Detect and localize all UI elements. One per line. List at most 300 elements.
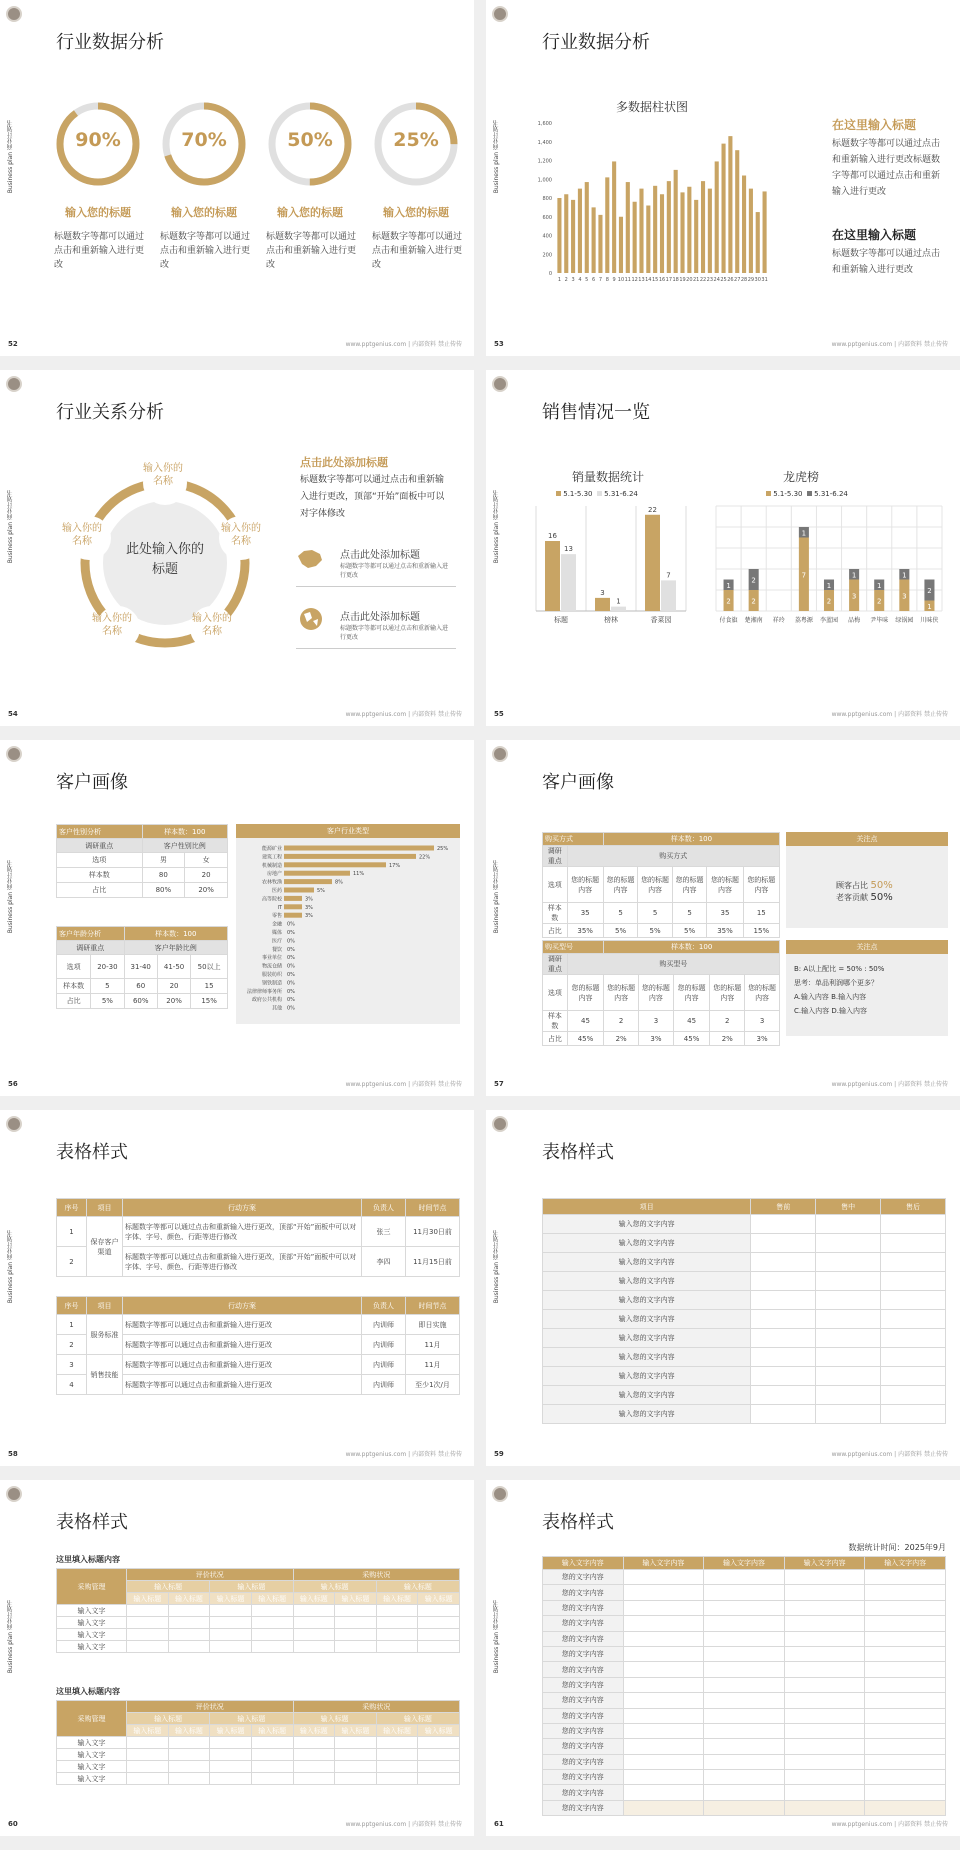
card-body: 标题数字等都可以通过点击和重新输入进行更改 — [160, 232, 251, 270]
card-head: 输入您的标题 — [277, 206, 343, 219]
data-label: 0% — [287, 938, 295, 945]
category-label: 建筑工程 — [261, 854, 282, 861]
side-head-1: 在这里输入标题 — [832, 118, 917, 132]
x-tick-label: 30 — [754, 277, 761, 283]
side-label: Business plan 商业计划书 — [493, 1230, 500, 1304]
x-tick-label: 尹毕味 — [870, 617, 889, 624]
x-tick-label: 10 — [617, 277, 625, 283]
page-number: 54 — [8, 710, 18, 718]
table-row: 输入文字 — [57, 1605, 460, 1617]
logo-icon — [492, 6, 508, 22]
purchase-table-1: 采购管理 评价状况 采购状况 输入标题 输入标题 输入标题 输入标题 输入标题 输入标题 输入标题 输入标题 输入标题 输入标题 输入标题 输入标题 输入文字 输入文字 输入文字 输入文字 — [56, 1568, 460, 1653]
focus-note-1: 关注点 顾客占比 50% 老客贡献 50% — [786, 832, 948, 928]
logo-icon — [6, 376, 22, 392]
data-label: 1 — [826, 581, 832, 590]
table-row: 输入您的文字内容 — [543, 1329, 946, 1348]
x-tick-label: 付食旗 — [719, 617, 738, 624]
x-tick-label: 22 — [699, 277, 707, 283]
cycle-center-text: 此处输入你的标题 — [125, 542, 204, 577]
x-tick-label: 荔粤源 — [794, 617, 813, 624]
item-head-2: 点击此处添加标题 — [340, 612, 420, 623]
focus-note-2: 关注点 B: A以上配比 = 50% : 50% 思考：单品利润哪个更多？ A.输入内容 B.输入内容 C.输入内容 D.输入内容 — [786, 940, 948, 1036]
x-tick-label: 5 — [585, 277, 589, 283]
bar — [721, 144, 725, 273]
footer-text: www.pptgenius.com | 内部资料 禁止传传 — [831, 1451, 948, 1458]
slide-60[interactable] — [0, 1480, 474, 1836]
bar — [687, 187, 691, 273]
side-body-1: 标题数字等都可以通过点击和重新输入进行更改标题数字等都可以通过点击和重新输入进行更改 — [832, 139, 941, 197]
data-label: 1 — [616, 597, 621, 606]
bar — [735, 150, 739, 273]
side-label: Business plan 商业计划书 — [7, 1600, 14, 1674]
bar — [605, 177, 609, 273]
page-number: 61 — [494, 1820, 504, 1828]
bar — [653, 186, 657, 273]
table-row: 输入您的文字内容 — [543, 1253, 946, 1272]
table-row: 您的文字内容 — [543, 1723, 946, 1738]
category-label: 机械制造 — [261, 862, 282, 869]
side-label: Business plan 商业计划书 — [7, 120, 14, 194]
x-tick-label: 祥玲 — [772, 617, 785, 624]
table-row: 输入文字 — [57, 1737, 460, 1749]
bar — [545, 541, 560, 611]
data-label: 22% — [419, 854, 431, 861]
x-tick-label: 6 — [592, 277, 596, 283]
footer-text: www.pptgenius.com | 内部资料 禁止传传 — [345, 1821, 462, 1828]
card-head: 输入您的标题 — [383, 206, 449, 219]
bar — [749, 189, 753, 273]
bar — [661, 580, 676, 611]
data-label: 1 — [902, 571, 907, 580]
data-label: 0% — [287, 955, 295, 962]
page-title: 行业数据分析 — [56, 32, 164, 53]
caption-2: 这里填入标题内容 — [56, 1687, 120, 1696]
x-tick-label: 14 — [645, 277, 652, 283]
bar — [680, 192, 684, 273]
category-label: IT — [277, 904, 282, 911]
page-number: 57 — [494, 1080, 504, 1088]
y-tick-label: 600 — [542, 214, 552, 221]
side-label: Business plan 商业计划书 — [493, 490, 500, 564]
item-body-2: 标题数字等都可以通过点击和重新输入进行更改 — [340, 625, 449, 641]
x-tick-label: 19 — [679, 277, 686, 283]
category-label: 医疗 — [271, 938, 282, 945]
item-head-1: 点击此处添加标题 — [340, 550, 420, 561]
category-label: 法律律师事务所 — [246, 988, 282, 995]
purchase-table-2: 采购管理 评价状况 采购状况 输入标题 输入标题 输入标题 输入标题 输入标题 输入标题 输入标题 输入标题 输入标题 输入标题 输入标题 输入标题 输入文字 输入文字 输入文字 输入文字 — [56, 1700, 460, 1785]
x-tick-label: 香菜园 — [650, 616, 672, 624]
category-label: 媒体 — [271, 930, 282, 936]
data-label: 5% — [317, 888, 325, 894]
bar — [763, 191, 767, 273]
table-row: 您的文字内容 — [543, 1585, 946, 1600]
y-tick-label: 200 — [542, 252, 552, 259]
category-label: 房地产 — [266, 871, 282, 878]
slide-53[interactable] — [486, 0, 960, 356]
slide-58[interactable] — [0, 1110, 474, 1466]
x-tick-label: 1 — [557, 277, 562, 283]
cycle-name-right: 输入你的名称 — [221, 523, 261, 547]
side-label: Business plan 商业计划书 — [493, 1600, 500, 1674]
bar — [645, 515, 660, 611]
x-tick-label: 21 — [693, 277, 700, 283]
bar — [728, 136, 732, 273]
bar — [633, 202, 637, 273]
x-tick-label: 11 — [624, 277, 631, 283]
page-title: 销售情况一览 — [542, 402, 650, 423]
data-label: 1 — [876, 581, 882, 590]
slide-56[interactable] — [0, 740, 474, 1096]
card-head: 输入您的标题 — [171, 206, 237, 219]
x-tick-label: 13 — [638, 277, 645, 283]
bar — [619, 217, 623, 273]
category-label: 高等院校 — [261, 896, 282, 903]
percent-value: 90% — [75, 129, 121, 151]
table-row: 输入文字 — [57, 1629, 460, 1641]
page-title: 表格样式 — [56, 1512, 128, 1533]
table-row: 您的文字内容 — [543, 1739, 946, 1754]
x-tick-label: 18 — [672, 277, 679, 283]
side-label: Business plan 商业计划书 — [7, 1230, 14, 1304]
cycle-name-bottom-left: 输入你的名称 — [92, 613, 132, 637]
chart-title-left: 销量数据统计 — [571, 470, 644, 484]
bar — [639, 189, 643, 273]
x-tick-label: 榜林 — [604, 616, 618, 624]
bar — [598, 215, 602, 273]
x-tick-label: 3 — [571, 277, 575, 283]
table-row: 输入您的文字内容 — [543, 1272, 946, 1291]
page-title: 行业关系分析 — [56, 402, 164, 423]
table-row: 您的文字内容 — [543, 1616, 946, 1631]
x-tick-label: 31 — [761, 277, 768, 283]
category-label: 农林牧渔 — [261, 879, 282, 886]
data-label: 3% — [305, 896, 313, 903]
slide-55[interactable] — [486, 370, 960, 726]
side-label: Business plan 商业计划书 — [7, 860, 14, 934]
purchase-method-table: 购买方式 样本数：100 调研重点 购买方式 选项 您的标题内容 您的标题内容 您的标题内容 您的标题内容 您的标题内容 您的标题内容 样本数 35 5 5 5 35 15 占比 35% 5% 5% 5% 35% 15% — [542, 832, 780, 938]
table-row: 输入您的文字内容 — [543, 1367, 946, 1386]
x-tick-label: 28 — [740, 277, 748, 283]
bar — [284, 904, 302, 909]
footer-text: www.pptgenius.com | 内部资料 禁止传传 — [345, 711, 462, 718]
data-label: 2 — [927, 587, 932, 595]
table-row: 输入您的文字内容 — [543, 1234, 946, 1253]
table-row: 您的文字内容 — [543, 1754, 946, 1769]
bar — [284, 871, 350, 876]
bar — [585, 182, 589, 273]
x-tick-label: 楚湘南 — [744, 617, 763, 624]
data-label: 3 — [600, 588, 605, 597]
chart-title-right: 龙虎榜 — [782, 470, 819, 484]
percent-card — [156, 96, 252, 272]
slide-61[interactable] — [486, 1480, 960, 1836]
data-label: 0% — [287, 930, 295, 936]
category-label: 医药 — [271, 888, 282, 894]
data-label: 1 — [726, 581, 731, 590]
bar — [592, 207, 596, 273]
category-label: 其他 — [271, 1005, 282, 1012]
bar — [284, 854, 416, 859]
data-label: 3 — [851, 592, 857, 601]
data-label: 3% — [305, 913, 313, 920]
bar — [578, 189, 582, 273]
table-row: 输入文字 — [57, 1641, 460, 1653]
data-label: 2 — [751, 576, 756, 585]
logo-icon — [492, 376, 508, 392]
card-head: 输入您的标题 — [65, 206, 131, 219]
bar — [715, 161, 719, 273]
page-number: 59 — [494, 1450, 504, 1458]
x-tick-label: 29 — [747, 277, 755, 283]
x-tick-label: 27 — [734, 277, 741, 283]
data-label: 2 — [876, 597, 882, 606]
y-tick-label: 1,200 — [537, 158, 552, 165]
percent-value: 70% — [181, 129, 227, 151]
page-number: 53 — [494, 340, 504, 348]
data-label: 22 — [648, 505, 657, 514]
y-tick-label: 1,600 — [537, 121, 552, 127]
data-label: 1 — [801, 529, 807, 538]
data-label: 0% — [287, 972, 295, 978]
percent-value: 25% — [393, 129, 439, 151]
table-row: 您的文字内容 — [543, 1693, 946, 1708]
item-body-1: 标题数字等都可以通过点击和重新输入进行更改 — [340, 563, 449, 579]
page-number: 56 — [8, 1080, 18, 1088]
bar — [284, 862, 386, 867]
card-body: 标题数字等都可以通过点击和重新输入进行更改 — [372, 232, 463, 270]
percent-card — [50, 96, 146, 272]
data-label: 1 — [927, 602, 932, 611]
ranking-stacked-chart — [712, 500, 948, 635]
multi-bar-chart — [526, 115, 776, 295]
bar — [708, 189, 712, 273]
logo-icon — [6, 6, 22, 22]
cycle-name-top: 输入你的名称 — [143, 463, 183, 487]
table-row: 您的文字内容 — [543, 1770, 946, 1785]
page-title: 行业数据分析 — [542, 32, 650, 53]
logo-icon — [6, 746, 22, 762]
x-tick-label: 26 — [727, 277, 734, 283]
bar — [564, 194, 568, 273]
y-tick-label: 0 — [548, 271, 552, 277]
footer-text: www.pptgenius.com | 内部资料 禁止传传 — [345, 1451, 462, 1458]
bar — [626, 182, 630, 273]
x-tick-label: 23 — [706, 277, 714, 283]
x-tick-label: 15 — [651, 277, 659, 283]
percent-value: 50% — [287, 129, 333, 151]
data-label: 11% — [353, 871, 365, 878]
bar — [284, 879, 332, 884]
page-title: 表格样式 — [542, 1512, 614, 1533]
percent-card — [368, 96, 464, 272]
industry-panel — [236, 824, 460, 1024]
table-row: 输入您的文字内容 — [543, 1386, 946, 1405]
side-label: Business plan 商业计划书 — [493, 120, 500, 194]
table-row: 您的文字内容 — [543, 1677, 946, 1692]
page-number: 55 — [494, 710, 504, 718]
side-body-2: 标题数字等都可以通过点击和重新输入进行更改 — [832, 249, 941, 275]
page-number: 58 — [8, 1450, 18, 1458]
data-label: 8% — [335, 879, 343, 886]
china-map-icon — [296, 548, 326, 570]
bar — [694, 200, 698, 273]
table-row: 输入文字 — [57, 1773, 460, 1785]
x-tick-label: 标题 — [554, 616, 568, 624]
page-title: 客户画像 — [542, 772, 614, 793]
data-label: 13 — [564, 545, 573, 554]
bar — [612, 161, 616, 273]
table-row: 输入文字 — [57, 1617, 460, 1629]
category-label: 零售 — [271, 913, 282, 920]
sales-bar-chart — [530, 500, 690, 635]
data-label: 0% — [287, 1005, 295, 1012]
divider — [296, 586, 456, 587]
data-label: 0% — [287, 997, 295, 1004]
stat-date: 数据统计时间：2025年9月 — [848, 1543, 946, 1552]
data-label: 0% — [287, 988, 295, 995]
data-label: 3% — [305, 904, 313, 911]
footer-text: www.pptgenius.com | 内部资料 禁止传传 — [831, 1821, 948, 1828]
x-tick-label: 川味侠 — [920, 617, 939, 624]
logo-icon — [6, 1116, 22, 1132]
x-tick-label: 品梅 — [848, 617, 861, 624]
footer-text: www.pptgenius.com | 内部资料 禁止传传 — [345, 1081, 462, 1088]
category-label: 金融 — [271, 921, 282, 928]
chart-title: 多数据柱状图 — [616, 100, 689, 114]
bar — [284, 896, 302, 901]
age-table: 客户年龄分析 样本数：100 调研重点 客户年龄比例 选项 20-30 31-40 41-50 50以上 样本数 5 60 20 15 占比 5% 60% 20% 15% — [56, 926, 228, 1009]
table-row: 您的文字内容 — [543, 1662, 946, 1677]
x-tick-label: 20 — [686, 277, 693, 283]
table-row: 您的文字内容 — [543, 1600, 946, 1615]
footer-text: www.pptgenius.com | 内部资料 禁止传传 — [831, 711, 948, 718]
page-title: 表格样式 — [56, 1142, 128, 1163]
page-title: 表格样式 — [542, 1142, 614, 1163]
x-tick-label: 4 — [578, 277, 582, 283]
table-row: 您的文字内容 — [543, 1631, 946, 1646]
panel-head: 客户行业类型 — [236, 824, 460, 838]
table-row: 您的文字内容 — [543, 1646, 946, 1661]
bar — [667, 181, 671, 273]
category-label: 事业单位 — [261, 955, 282, 962]
page-number: 52 — [8, 340, 18, 348]
slide-54[interactable] — [0, 370, 474, 726]
data-label: 7 — [801, 571, 807, 580]
bar — [561, 554, 576, 611]
table-row: 您的文字内容 — [543, 1785, 946, 1800]
category-label: 钢铁制造 — [261, 980, 282, 987]
data-label: 0% — [287, 963, 295, 970]
y-tick-label: 1,400 — [537, 139, 552, 146]
bar — [646, 206, 650, 274]
logo-icon — [492, 1116, 508, 1132]
x-tick-label: 7 — [598, 277, 603, 283]
side-label: Business plan 商业计划书 — [7, 490, 14, 564]
x-tick-label: 李蓝园 — [819, 617, 839, 624]
x-tick-label: 16 — [658, 277, 666, 283]
data-label: 16 — [548, 532, 557, 540]
data-label: 0% — [287, 946, 295, 953]
category-label: 服装纺织 — [261, 972, 282, 978]
table-row: 输入您的文字内容 — [543, 1348, 946, 1367]
logo-icon — [492, 1486, 508, 1502]
table-row: 您的文字内容 — [543, 1800, 946, 1815]
table-row: 输入文字 — [57, 1749, 460, 1761]
purchase-model-table: 购买型号 样本数：100 调研重点 购买型号 选项 您的标题内容 您的标题内容 您的标题内容 您的标题内容 您的标题内容 您的标题内容 样本数 45 2 3 45 2 3 占比 45% 2% 3% 45% 2% 3% — [542, 940, 780, 1046]
x-tick-label: 17 — [665, 277, 673, 283]
bar — [660, 194, 664, 273]
legend-right: 5.1-5.30 5.31-6.24 — [766, 490, 848, 498]
x-tick-label: 25 — [720, 277, 727, 283]
table-row: 输入文字 — [57, 1761, 460, 1773]
action-table-1: 序号 项目 行动方案 负责人 时间节点 1 保存客户渠道 标题数字等都可以通过点击和重新输入进行更改，顶部“开始”面板中可以对字体、字号、颜色、行距等进行修改 张三 11月30日前 2 标题数字等都可以通过点击和重新输入进行更改，顶部“开始”面板中可以对字体、字号、颜色、行距等进行修改 李四 11月15日前 — [56, 1198, 460, 1277]
bar — [557, 198, 561, 273]
industry-bar-chart — [236, 838, 460, 1022]
x-tick-label: 12 — [631, 277, 638, 283]
legend-left: 5.1-5.30 5.31-6.24 — [556, 490, 638, 498]
data-label: 0% — [287, 921, 295, 928]
card-body: 标题数字等都可以通过点击和重新输入进行更改 — [266, 232, 357, 270]
cycle-name-bottom-right: 输入你的名称 — [192, 613, 232, 637]
gender-table: 客户性别分析 样本数：100 调研重点 客户性别比例 选项 男 女 样本数 80 20 占比 80% 20% — [56, 824, 228, 898]
page-number: 60 — [8, 1820, 18, 1828]
table-row: 输入您的文字内容 — [543, 1291, 946, 1310]
footer-text: www.pptgenius.com | 内部资料 禁止传传 — [831, 1081, 948, 1088]
action-table-2: 序号 项目 行动方案 负责人 时间节点 1 服务标准 标题数字等都可以通过点击和重新输入进行更改 内训师 即日实施 2 标题数字等都可以通过点击和重新输入进行更改 内训师 11月 3 销售技能 标题数字等都可以通过点击和重新输入进行更改 内训师 11月 4 标题数字等都可以通过点击和重新输入进行更改 内训师 至少1次/月 — [56, 1296, 460, 1395]
table-row: 您的文字内容 — [543, 1570, 946, 1585]
percent-card — [262, 96, 358, 272]
table-row: 输入您的文字内容 — [543, 1215, 946, 1234]
data-label: 7 — [666, 571, 671, 580]
y-tick-label: 800 — [542, 196, 552, 202]
y-tick-label: 400 — [542, 233, 552, 240]
side-head-2: 在这里输入标题 — [832, 228, 917, 242]
caption-1: 这里填入标题内容 — [56, 1555, 120, 1564]
divider — [296, 648, 456, 649]
x-tick-label: 2 — [564, 277, 568, 283]
data-label: 25% — [437, 846, 449, 852]
x-tick-label: 9 — [612, 277, 616, 283]
table-row: 您的文字内容 — [543, 1708, 946, 1723]
category-label: 能源矿业 — [261, 846, 282, 852]
slide-59[interactable] — [486, 1110, 960, 1466]
bar — [611, 607, 626, 611]
bar — [284, 888, 314, 893]
bar — [756, 212, 760, 273]
y-tick-label: 1,000 — [537, 177, 552, 184]
service-table: 项目 售前 售中 售后 输入您的文字内容 输入您的文字内容 输入您的文字内容 输入您的文字内容 输入您的文字内容 输入您的文字内容 输入您的文字内容 输入您的文字内容 输入您的文字内容 输入您的文字内容 输入您的文字内容 — [542, 1198, 946, 1424]
logo-icon — [6, 1486, 22, 1502]
side-label: Business plan 商业计划书 — [493, 860, 500, 934]
category-label: 政府公共机构 — [251, 997, 282, 1004]
cycle-name-left: 输入你的名称 — [62, 523, 102, 547]
page-title: 客户画像 — [56, 772, 128, 793]
bar — [674, 170, 678, 273]
slide-52[interactable] — [0, 0, 474, 356]
bar — [571, 200, 575, 273]
x-tick-label: 绿锅园 — [895, 617, 914, 624]
bar — [742, 176, 746, 274]
table-row: 输入您的文字内容 — [543, 1405, 946, 1424]
bar — [284, 913, 302, 918]
bar — [284, 846, 434, 851]
footer-text: www.pptgenius.com | 内部资料 禁止传传 — [831, 341, 948, 348]
data-label: 2 — [726, 597, 731, 606]
slide-57[interactable] — [486, 740, 960, 1096]
footer-text: www.pptgenius.com | 内部资料 禁止传传 — [345, 341, 462, 348]
data-label: 0% — [287, 980, 295, 987]
logo-icon — [492, 746, 508, 762]
